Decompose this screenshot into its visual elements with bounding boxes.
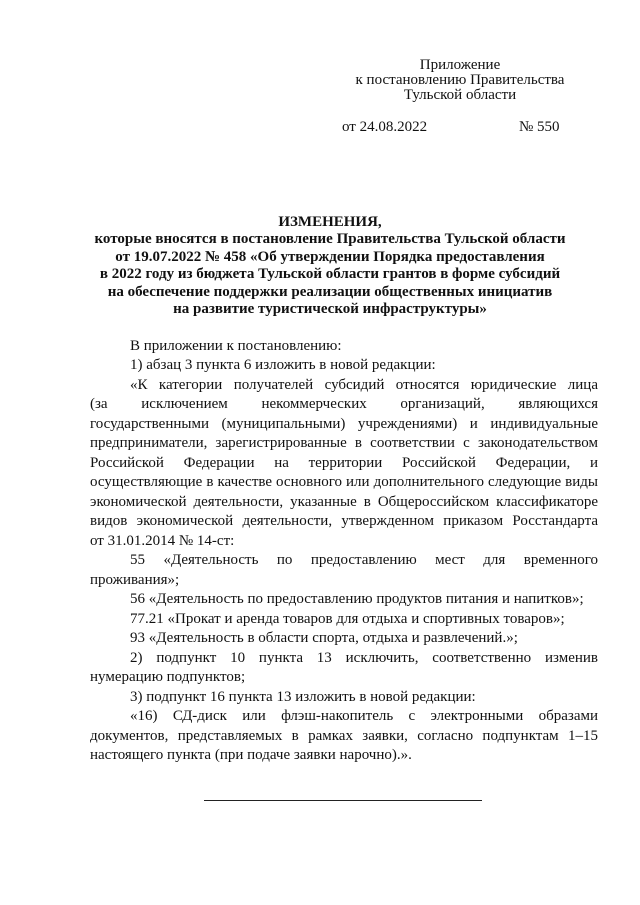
decree-number: № 550 — [519, 119, 560, 135]
body-line: 77.21 «Прокат и аренда товаров для отдыха и спортивных товаров»; — [130, 611, 565, 627]
body-line: 56 «Деятельность по предоставлению продуктов питания и напитков»; — [130, 591, 584, 607]
body-line: 3) подпункт 16 пункта 13 изложить в новой редакции: — [130, 689, 476, 705]
body-line: Российской Федерации на территории Российской Федерации, и — [90, 455, 598, 471]
body-line: настоящего пункта (при подаче заявки нарочно).». — [90, 747, 412, 763]
heading-line-2: от 19.07.2022 № 458 «Об утверждении Порядка предоставления — [115, 248, 545, 265]
body-line: видов экономической деятельности, утвержденном приказом Росстандарта — [90, 513, 598, 529]
heading-title: ИЗМЕНЕНИЯ, — [278, 214, 382, 230]
heading-line-4: на обеспечение поддержки реализации общественных инициатив — [107, 283, 553, 300]
body-line: 55 «Деятельность по предоставлению мест для временного — [130, 552, 598, 568]
annex-line-1: Приложение — [419, 57, 501, 73]
annex-line-3: Тульской области — [403, 87, 517, 103]
body-line: (за исключением некоммерческих организаций, являющихся — [90, 396, 598, 412]
body-line: 93 «Деятельность в области спорта, отдыха и развлечений.»; — [130, 630, 518, 646]
heading-line-3: в 2022 году из бюджета Тульской области грантов в форме субсидий — [99, 266, 561, 283]
body-line: 2) подпункт 10 пункта 13 исключить, соответственно изменив — [130, 650, 598, 666]
body-line: предприниматели, зарегистрированные в соответствии с законодательством — [90, 435, 598, 451]
body-line: экономической деятельности, указанные в Общероссийском классификаторе — [90, 494, 598, 510]
body-line: государственными (муниципальными) учреждениями) и индивидуальные — [90, 416, 598, 432]
body-line: проживания»; — [90, 572, 180, 588]
body-line: документов, представляемых в рамках заявки, согласно подпунктам 1–15 — [90, 728, 598, 744]
annex-line-2: к постановлению Правительства — [355, 72, 565, 88]
heading-line-5: на развитие туристической инфраструктуры» — [173, 301, 487, 318]
body-line: осуществляющие в качестве основного или дополнительного следующие виды — [90, 474, 598, 490]
body-line: «16) СД-диск или флэш-накопитель с электронными образами — [130, 708, 598, 724]
decree-date: от 24.08.2022 — [342, 119, 428, 135]
body-line: от 31.01.2014 № 14-ст: — [90, 533, 235, 549]
end-divider — [204, 800, 482, 801]
body-line: 1) абзац 3 пункта 6 изложить в новой редакции: — [130, 357, 436, 373]
body-line: «К категории получателей субсидий относятся юридические лица — [130, 377, 598, 393]
body-line: В приложении к постановлению: — [130, 338, 342, 354]
document-heading — [60, 214, 600, 318]
annex-block — [330, 58, 590, 103]
heading-line-1: которые вносятся в постановление Правительства Тульской области — [94, 231, 566, 248]
body-line: нумерацию подпунктов; — [90, 669, 246, 685]
